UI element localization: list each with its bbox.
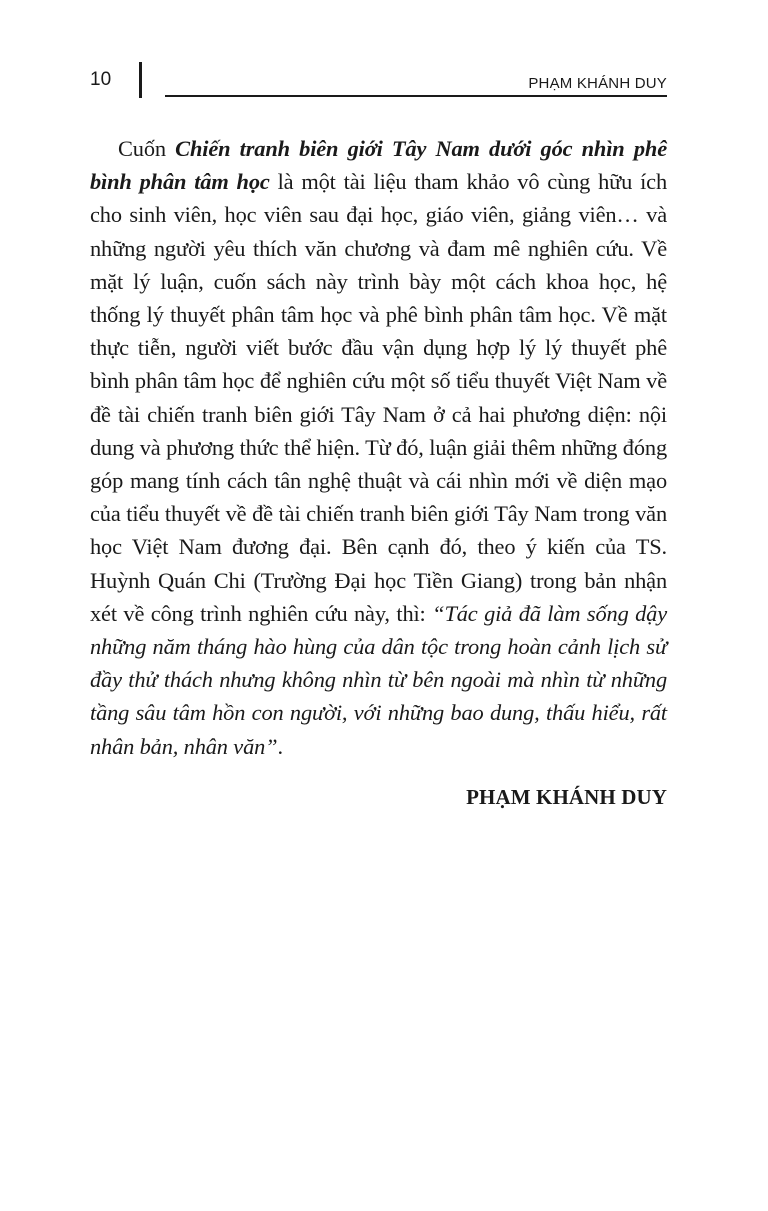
book-title: Chiến tranh biên giới Tây Nam dưới góc nhìn phê bình phân tâm học: [90, 136, 667, 195]
running-header-author: PHẠM KHÁNH DUY: [528, 75, 667, 92]
quotation: “Tác giả đã làm sống dậy những năm tháng hào hùng của dân tộc trong hoàn cảnh lịch sử đầy thử thách nhưng không nhìn từ bên ngoài mà nhìn từ những tầng sâu tâm hồn con người, với những bao dung, thấu hiểu, rất nhân bản, nhân văn”: [90, 600, 668, 759]
header-vertical-rule: [139, 62, 142, 98]
author-signature: PHẠM KHÁNH DUY: [466, 785, 667, 809]
page-number: 10: [90, 69, 112, 90]
closing-punctuation: .: [277, 733, 283, 759]
intro-word: Cuốn: [118, 136, 166, 161]
main-text: là một tài liệu tham khảo vô cùng hữu ích cho sinh viên, học viên sau đại học, giáo viên, giảng viên… và những người yêu thích văn chương và đam mê nghiên cứu. Về mặt lý luận, cuốn sách này trình bày một cách khoa học, hệ thống lý thuyết phân tâm học và phê bình phân tâm học. Về mặt thực tiễn, người viết bước đầu vận dụng hợp lý lý thuyết phê bình phân tâm học để nghiên cứu một số tiểu thuyết Việt Nam về đề tài chiến tranh biên giới Tây Nam ở cả hai phương diện: nội dung và phương thức thể hiện. Từ đó, luận giải thêm những đóng góp mang tính cách tân nghệ thuật và cái nhìn mới về diện mạo của tiểu thuyết về đề tài chiến tranh biên giới Tây Nam trong văn học Việt Nam đương đại. Bên cạnh đó, theo ý kiến của TS. Huỳnh Quán Chi (Trường Đại học Tiền Giang) trong bản nhận xét về công trình nghiên cứu này, thì:: [90, 169, 668, 626]
body-paragraph: [90, 132, 667, 763]
header-horizontal-rule: [165, 95, 667, 97]
